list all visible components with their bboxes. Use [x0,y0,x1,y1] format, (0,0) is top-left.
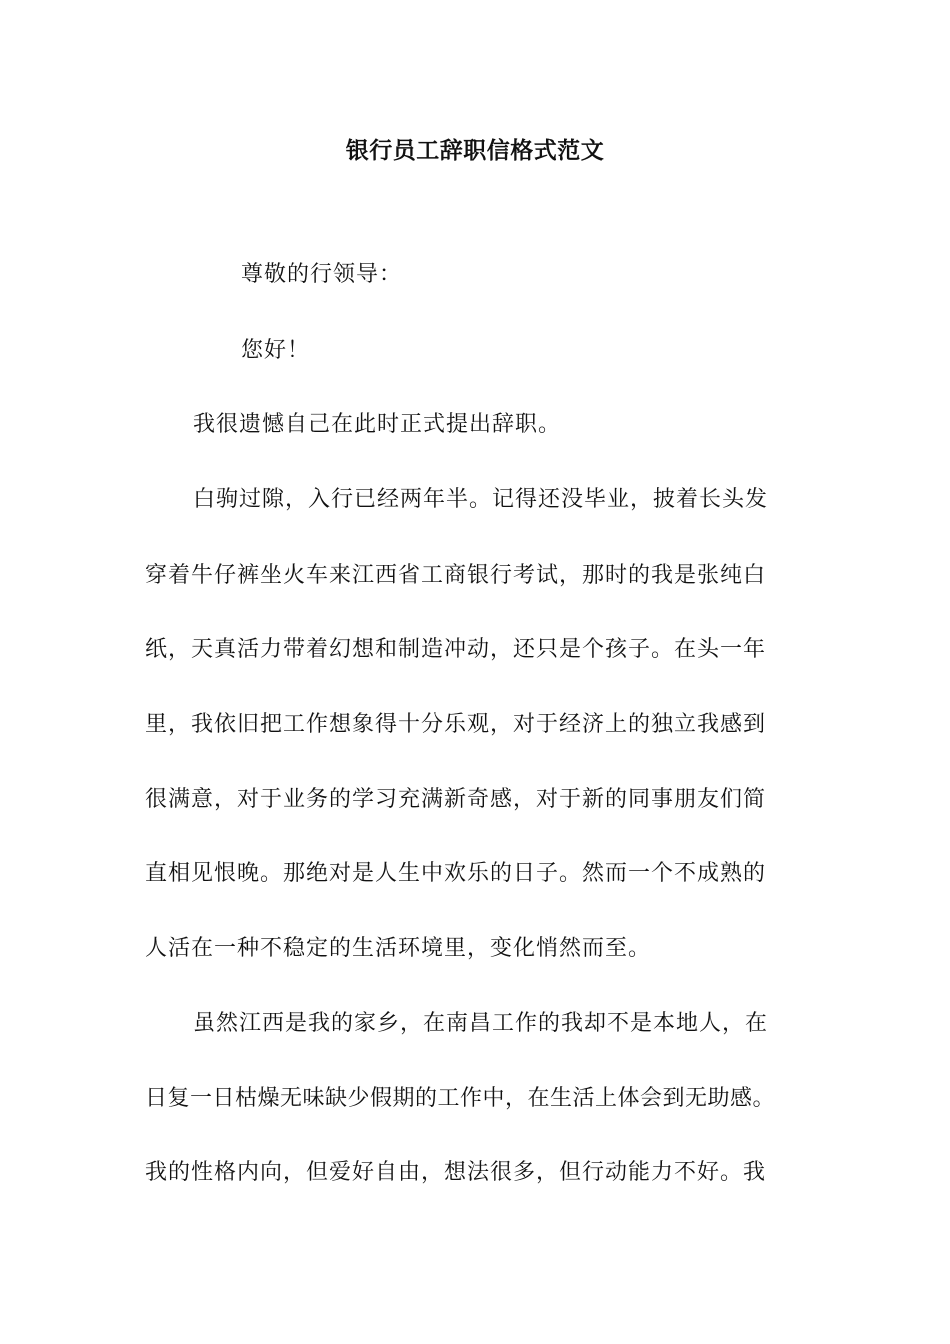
paragraph-line: 很满意，对于业务的学习充满新奇感，对于新的同事朋友们简 [145,787,767,812]
greeting: 您好！ [241,338,311,363]
paragraph-line: 人活在一种不稳定的生活环境里，变化悄然而至。 [145,936,652,961]
salutation: 尊敬的行领导： [241,262,403,287]
paragraph-line: 虽然江西是我的家乡，在南昌工作的我却不是本地人，在 [193,1011,769,1036]
paragraph-line: 纸，天真活力带着幻想和制造冲动，还只是个孩子。在头一年 [145,637,767,662]
paragraph-line: 日复一日枯燥无味缺少假期的工作中，在生活上体会到无助感。 [145,1086,776,1111]
paragraph-line: 里，我依旧把工作想象得十分乐观，对于经济上的独立我感到 [145,712,767,737]
paragraph-line: 我的性格内向，但爱好自由，想法很多，但行动能力不好。我 [145,1160,767,1185]
paragraph-line: 我很遗憾自己在此时正式提出辞职。 [193,412,562,437]
paragraph-line: 穿着牛仔裤坐火车来江西省工商银行考试，那时的我是张纯白 [145,563,767,588]
document-title: 银行员工辞职信格式范文 [345,137,605,164]
paragraph-line: 白驹过隙，入行已经两年半。记得还没毕业，披着长头发 [193,487,769,512]
paragraph-line: 直相见恨晚。那绝对是人生中欢乐的日子。然而一个不成熟的 [145,861,767,886]
